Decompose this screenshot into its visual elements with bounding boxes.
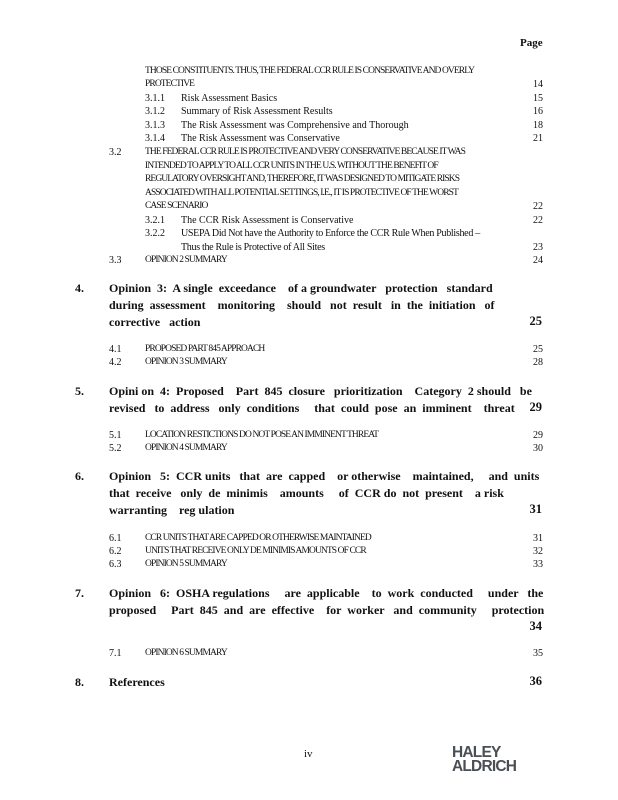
toc-chapter-number: 6.	[75, 469, 84, 483]
toc-page-number: 22	[533, 201, 543, 212]
toc-entry-title: OPINION 6 SUMMARY	[145, 648, 227, 658]
toc-entry-number: 5.2	[109, 443, 122, 454]
toc-chapter-page: 31	[529, 502, 542, 516]
toc-chapter-title-line2: during assessment monitoring should not result in the initiation of	[109, 298, 495, 312]
toc-entry-3-intro-line2: PROTECTIVE	[145, 79, 195, 89]
toc-entry-number: 6.1	[109, 533, 122, 544]
toc-chapter-page: 34	[529, 619, 542, 633]
toc-entry-3-2-line3: REGULATORY OVERSIGHT AND, THEREFORE, IT WAS DESIGNED TO MITIGATE RISKS	[145, 174, 460, 184]
toc-entry-number: 3.2	[109, 147, 122, 158]
logo-line1: HALEY	[452, 744, 501, 761]
toc-entry-title: PROPOSED PART 845 APPROACH	[145, 344, 265, 354]
toc-page-number: 28	[533, 357, 543, 368]
toc-chapter-title-line2: proposed Part 845 and are effective for worker and community protection	[109, 603, 545, 617]
logo-line2: ALDRICH	[452, 758, 517, 775]
toc-page-number: 23	[533, 242, 543, 253]
toc-entry-title: OPINION 2 SUMMARY	[145, 255, 227, 265]
toc-subentry-number: 3.1.4	[145, 133, 165, 144]
toc-subentry-title-line2: Thus the Rule is Protective of All Sites	[181, 242, 325, 253]
toc-entry-title: OPINION 4 SUMMARY	[145, 443, 227, 453]
toc-entry-number: 7.1	[109, 648, 122, 659]
toc-chapter-number: 5.	[75, 384, 84, 398]
toc-entry-3-2-line4: ASSOCIATED WITH ALL POTENTIAL SETTINGS, I.E., IT IS PROTECTIVE OF THE WORST	[145, 188, 458, 198]
toc-entry-number: 4.2	[109, 357, 122, 368]
toc-subentry-title: Summary of Risk Assessment Results	[181, 106, 333, 117]
toc-subentry-title: USEPA Did Not have the Authority to Enforce the CCR Rule When Published –	[181, 228, 480, 239]
toc-chapter-title-line3: corrective action	[109, 315, 201, 329]
toc-entry-number: 4.1	[109, 344, 122, 355]
toc-chapter-title-line3: warranting reg ulation	[109, 503, 235, 517]
toc-chapter-page: 25	[529, 314, 542, 328]
toc-subentry-title: Risk Assessment Basics	[181, 93, 278, 104]
toc-entry-title: CCR UNITS THAT ARE CAPPED OR OTHERWISE MAINTAINED	[145, 533, 371, 543]
toc-subentry-title: The Risk Assessment was Comprehensive and Thorough	[181, 120, 409, 131]
toc-entry-number: 6.2	[109, 546, 122, 557]
toc-chapter-title-line1: Opinion 6: OSHA regulations are applicable to work conducted under the	[109, 586, 544, 600]
toc-subentry-number: 3.1.3	[145, 120, 165, 131]
toc-page-number: 35	[533, 648, 543, 659]
toc-entry-number: 3.3	[109, 255, 122, 266]
toc-page-number: 29	[533, 430, 543, 441]
toc-chapter-number: 7.	[75, 586, 84, 600]
toc-chapter-title-line1: Opinion 3: A single exceedance of a groundwater protection standard	[109, 281, 493, 295]
page-column-label: Page	[520, 37, 543, 49]
toc-entry-3-2-line1: THE FEDERAL CCR RULE IS PROTECTIVE AND VERY CONSERVATIVE BECAUSE IT WAS	[145, 147, 466, 157]
toc-page-number: 25	[533, 344, 543, 355]
toc-entry-3-2-line2: INTENDED TO APPLY TO ALL CCR UNITS IN THE U.S. WITHOUT THE BENEFIT OF	[145, 161, 438, 171]
toc-chapter-page: 29	[529, 400, 542, 414]
toc-chapter-title-line2: that receive only de minimis amounts of CCR do not present a risk	[109, 486, 504, 500]
toc-page-number: 33	[533, 559, 543, 570]
toc-page-number: 32	[533, 546, 543, 557]
toc-chapter-number: 8.	[75, 675, 84, 689]
toc-entry-title: OPINION 3 SUMMARY	[145, 357, 227, 367]
toc-subentry-number: 3.2.2	[145, 228, 165, 239]
toc-page-number: 31	[533, 533, 543, 544]
toc-page-number: 24	[533, 255, 543, 266]
toc-chapter-title: References	[109, 675, 165, 689]
toc-entry-title: OPINION 5 SUMMARY	[145, 559, 227, 569]
toc-entry-number: 5.1	[109, 430, 122, 441]
toc-entry-number: 6.3	[109, 559, 122, 570]
footer-page-number: iv	[304, 748, 313, 760]
company-logo	[452, 746, 516, 774]
toc-entry-title: LOCATION RESTICTIONS DO NOT POSE AN IMMINENT THREAT	[145, 430, 379, 440]
toc-subentry-number: 3.1.2	[145, 106, 165, 117]
toc-entry-3-intro-line1: THOSE CONSTITUENTS. THUS, THE FEDERAL CCR RULE IS CONSERVATIVE AND OVERLY	[145, 66, 475, 76]
toc-subentry-title: The Risk Assessment was Conservative	[181, 133, 340, 144]
toc-page-number: 21	[533, 133, 543, 144]
toc-entry-title: UNITS THAT RECEIVE ONLY DE MINIMIS AMOUNTS OF CCR	[145, 546, 366, 556]
toc-page-number: 22	[533, 215, 543, 226]
toc-entry-3-2-line5: CASE SCENARIO	[145, 201, 208, 211]
toc-chapter-number: 4.	[75, 281, 84, 295]
toc-page-number: 30	[533, 443, 543, 454]
toc-chapter-title-line1: Opini on 4: Proposed Part 845 closure prioritization Category 2 should be	[109, 384, 532, 398]
toc-subentry-number: 3.2.1	[145, 215, 165, 226]
toc-page-number: 16	[533, 106, 543, 117]
toc-chapter-title-line1: Opinion 5: CCR units that are capped or otherwise maintained, and units	[109, 469, 540, 483]
toc-page-number: 14	[533, 79, 543, 90]
toc-page-number: 18	[533, 120, 543, 131]
toc-subentry-number: 3.1.1	[145, 93, 165, 104]
toc-chapter-page: 36	[529, 674, 542, 688]
toc-subentry-title: The CCR Risk Assessment is Conservative	[181, 215, 354, 226]
toc-chapter-title-line2: revised to address only conditions that could pose an imminent threat	[109, 401, 515, 415]
toc-page-number: 15	[533, 93, 543, 104]
